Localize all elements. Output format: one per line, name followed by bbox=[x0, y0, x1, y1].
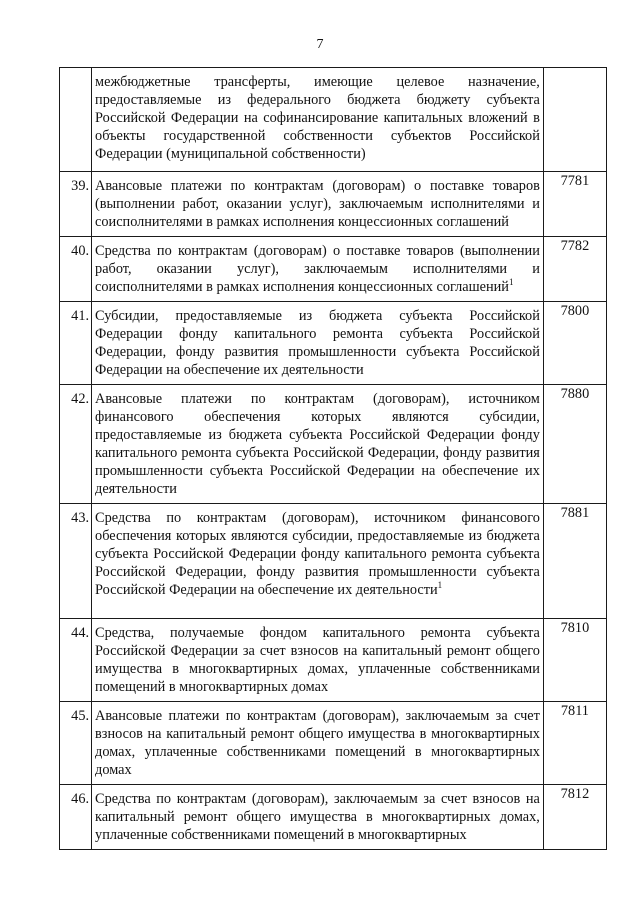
row-number: 46. bbox=[60, 785, 92, 850]
table-row bbox=[60, 504, 607, 619]
row-description bbox=[92, 385, 544, 504]
row-description-text: Авансовые платежи по контрактам (договорам) о поставке товаров (выполнении работ, оказании услуг), заключаемым исполнителями и соисполнителями в рамках исполнения концессионных соглашений bbox=[95, 178, 540, 230]
table-row bbox=[60, 237, 607, 302]
row-number: 39. bbox=[60, 172, 92, 237]
row-number bbox=[60, 68, 92, 172]
table-row bbox=[60, 702, 607, 785]
table-row bbox=[60, 385, 607, 504]
row-description bbox=[92, 785, 544, 850]
table-row bbox=[60, 172, 607, 237]
row-description-text: Субсидии, предоставляемые из бюджета субъекта Российской Федерации фонду капитального ремонта субъекта Российской Федерации, фонду развития промышленности субъекта Российской Федерации на обеспечение их деятельности bbox=[95, 308, 540, 378]
footnote-mark: 1 bbox=[508, 277, 514, 288]
row-number: 44. bbox=[60, 619, 92, 702]
row-number: 40. bbox=[60, 237, 92, 302]
row-code: 7881 bbox=[543, 504, 606, 619]
row-code bbox=[543, 68, 606, 172]
row-description bbox=[92, 172, 544, 237]
row-code: 7781 bbox=[543, 172, 606, 237]
row-number: 45. bbox=[60, 702, 92, 785]
row-number: 41. bbox=[60, 302, 92, 385]
row-description bbox=[92, 237, 544, 302]
table-row bbox=[60, 68, 607, 172]
row-number: 43. bbox=[60, 504, 92, 619]
row-description bbox=[92, 302, 544, 385]
row-code: 7811 bbox=[543, 702, 606, 785]
row-description-text: Средства по контрактам (договорам), заключаемым за счет взносов на капитальный ремонт общего имущества в многоквартирных домах, уплаченные собственниками помещений в многоквартирных bbox=[95, 791, 540, 843]
row-description-text: Средства, получаемые фондом капитального ремонта субъекта Российской Федерации за счет взносов на капитальный ремонт общего имущества в многоквартирных домах, уплаченные собственниками помещений в многоквартирных домах bbox=[95, 625, 540, 695]
row-code: 7782 bbox=[543, 237, 606, 302]
row-description bbox=[92, 619, 544, 702]
row-code: 7800 bbox=[543, 302, 606, 385]
row-description-text: Авансовые платежи по контрактам (договорам), заключаемым за счет взносов на капитальный ремонт общего имущества в многоквартирных домах, уплаченные собственниками помещений в многоквартирных домах bbox=[95, 708, 540, 778]
row-description bbox=[92, 702, 544, 785]
table-row bbox=[60, 302, 607, 385]
row-code: 7880 bbox=[543, 385, 606, 504]
row-description-text: межбюджетные трансферты, имеющие целевое назначение, предоставляемые из федерального бюджета бюджету субъекта Российской Федерации на софинансирование капитальных вложений в объекты государственной собственности субъектов Российской Федерации (муниципальной собственности) bbox=[95, 74, 540, 162]
row-description bbox=[92, 504, 544, 619]
footnote-mark: 1 bbox=[437, 580, 443, 591]
row-code: 7810 bbox=[543, 619, 606, 702]
page-number: 7 bbox=[316, 37, 324, 52]
row-description-text: Средства по контрактам (договорам) о поставке товаров (выполнении работ, оказании услуг), заключаемым исполнителями и соисполнителями в рамках исполнения концессионных соглашений bbox=[95, 243, 540, 295]
row-code: 7812 bbox=[543, 785, 606, 850]
table-row bbox=[60, 619, 607, 702]
row-number: 42. bbox=[60, 385, 92, 504]
row-description-text: Авансовые платежи по контрактам (договорам), источником финансового обеспечения которых являются субсидии, предоставляемые из бюджета субъекта Российской Федерации фонду капитального ремонта субъекта Российской Федерации, фонду развития промышленности субъекта Российской Федерации на обеспечение их деятельности bbox=[95, 391, 540, 497]
row-description bbox=[92, 68, 544, 172]
row-description-text: Средства по контрактам (договорам), источником финансового обеспечения которых являются субсидии, предоставляемые из бюджета субъекта Российской Федерации фонду капитального ремонта субъекта Российской Федерации, фонду развития промышленности субъекта Российской Федерации на обеспечение их деятельности bbox=[95, 510, 540, 598]
codes-table bbox=[59, 67, 607, 850]
table-row bbox=[60, 785, 607, 850]
